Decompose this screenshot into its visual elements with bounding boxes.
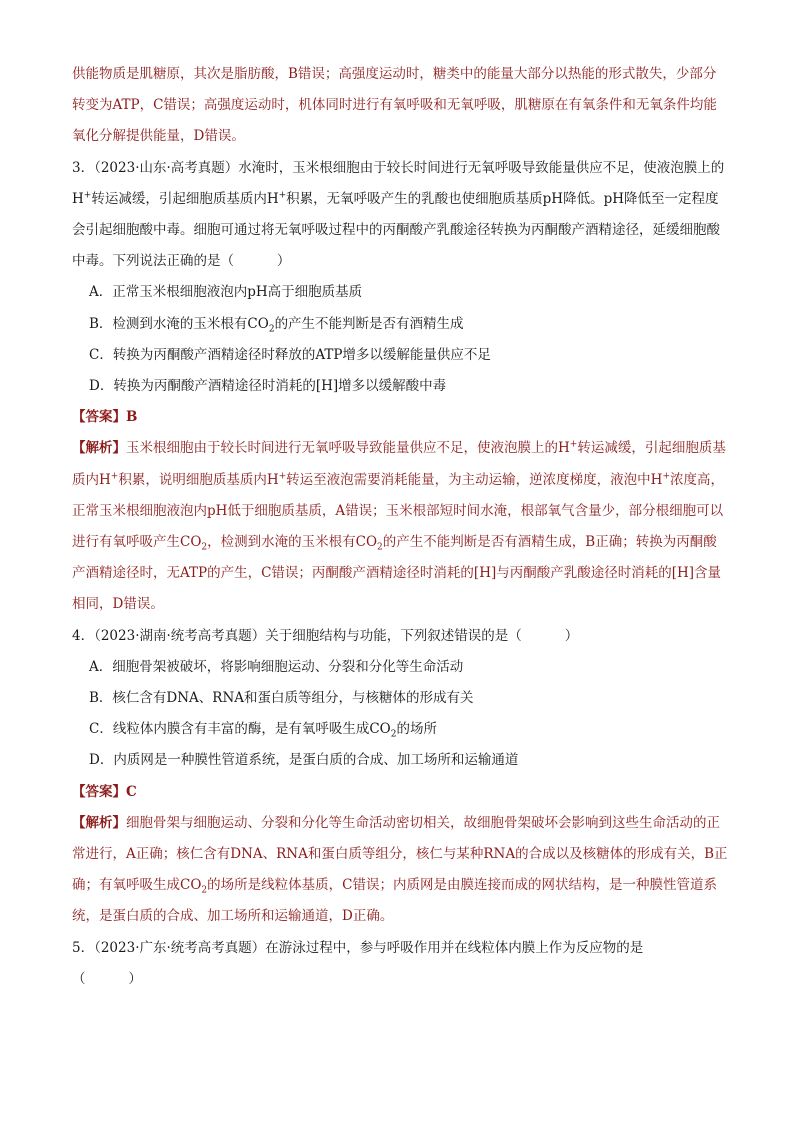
subscript: 2 [268, 324, 275, 335]
superscript: + [662, 471, 670, 482]
q3-option-b-part: B．检测到水淹的玉米根有CO [89, 315, 269, 332]
analysis-part: 浓度高，正常玉米根细胞液泡内pH低于细胞质基质，A错误；玉米根部短时间水淹，根部氧气含量少，部分根细胞可以进行有氧呼吸产生CO [72, 471, 724, 551]
analysis-part: 转运至液泡需要消耗能量，为主动运输，逆浓度梯度，液泡中H [286, 471, 663, 488]
analysis-part: ，检测到水淹的玉米根有CO [207, 534, 378, 551]
q4-answer [72, 777, 728, 808]
subscript: 2 [201, 542, 208, 553]
analysis-label: 【解析】 [72, 440, 126, 457]
answer-label: 【答案】 [72, 409, 126, 426]
page-content [72, 59, 728, 995]
bracket-close: ） [128, 970, 142, 987]
q3-stem-end: ） [276, 253, 291, 270]
q4-option-c-part: C．线粒体内膜含有丰富的酶，是有氧呼吸生成CO [89, 721, 391, 738]
superscript: + [83, 190, 92, 201]
analysis-part: 玉米根细胞由于较长时间进行无氧呼吸导致能量供应不足，使液泡膜上的H [126, 440, 570, 457]
q3-stem-part: 3．（2023·山东·高考真题）水淹时，玉米根细胞由于较长时间进行无氧呼吸导致能量供应不足，使液泡膜上的H [72, 159, 725, 207]
answer-label: 【答案】 [72, 783, 126, 800]
question-5-bracket [72, 964, 728, 995]
question-3-stem [72, 153, 728, 278]
q4-option-c-part: 的场所 [396, 721, 437, 738]
q3-option-a: A．正常玉米根细胞液泡内pH高于细胞质基质 [89, 284, 363, 301]
previous-analysis-continuation: 供能物质是肌糖原，其次是脂肪酸，B错误；高强度运动时，糖类中的能量大部分以热能的形式散失，少部分转变为ATP，C错误；高强度运动时，机体同时进行有氧呼吸和无氧呼吸，肌糖原在有氧条件和无氧条件均能氧化分解提供能量，D错误。 [72, 66, 717, 145]
q4-analysis [72, 808, 728, 933]
q4-option-c [72, 714, 728, 745]
analysis-part: 的产生不能判断是否有酒精生成，B正确；转换为丙酮酸产酒精途径时，无ATP的产生，C错误；丙酮酸产酒精途径时消耗的[H]与丙酮酸产乳酸途径时消耗的[H]含量相同，D错误。 [72, 534, 722, 613]
q3-analysis [72, 433, 728, 620]
q3-stem-part: 积累，无氧呼吸产生的乳酸也使细胞质基质pH降低。pH降低至一定程度会引起细胞酸中毒。细胞可通过将无氧呼吸过程中的丙酮酸产乳酸途径转换为丙酮酸产酒精途径，延缓细胞酸中毒。下列说法正确的是（ [72, 190, 720, 270]
superscript: + [569, 439, 578, 450]
superscript: + [278, 471, 287, 482]
superscript: + [110, 471, 119, 482]
analysis-label: 【解析】 [72, 814, 126, 831]
question-4-stem [72, 621, 728, 652]
analysis-part: 积累，说明细胞质基质内H [118, 471, 279, 488]
answer-value: C [126, 783, 137, 800]
analysis-part: 细胞骨架与细胞运动、分裂和分化等生命活动密切相关，故细胞骨架破坏会影响到这些生命活动的正常进行，A正确；核仁含有DNA、RNA和蛋白质等组分，核仁与某种RNA的合成以及核糖体的形成有关，B正确；有氧呼吸生成CO [72, 814, 728, 894]
q4-option-b: B．核仁含有DNA、RNA和蛋白质等组分，与核糖体的形成有关 [89, 690, 474, 707]
subscript: 2 [201, 885, 208, 896]
q4-option-d: D．内质网是一种膜性管道系统，是蛋白质的合成、加工场所和运输通道 [89, 752, 519, 769]
analysis-part: 的场所是线粒体基质，C错误；内质网是由膜连接而成的网状结构，是一种膜性管道系统，是蛋白质的合成、加工场所和运输通道，D正确。 [72, 877, 717, 925]
subscript: 2 [377, 542, 383, 553]
superscript: + [278, 190, 287, 201]
q3-option-d: D．转换为丙酮酸产酒精途径时消耗的[H]增多以缓解酸中毒 [89, 378, 447, 395]
q3-answer [72, 402, 728, 433]
q3-stem-part: 转运减缓，引起细胞质基质内H [91, 190, 279, 207]
answer-value: B [126, 409, 138, 426]
q3-option-b [72, 309, 728, 340]
subscript: 2 [390, 729, 397, 740]
analysis-part: 转运减缓，引起细胞质基质内H [72, 440, 726, 488]
bracket-open: （ [72, 970, 86, 987]
q3-option-c: C．转换为丙酮酸产酒精途径时释放的ATP增多以缓解能量供应不足 [89, 346, 491, 363]
q4-option-a: A．细胞骨架被破坏，将影响细胞运动、分裂和分化等生命活动 [89, 658, 464, 675]
question-5-stem: 5．（2023·广东·统考高考真题）在游泳过程中，参与呼吸作用并在线粒体内膜上作为反应物的是 [72, 939, 644, 956]
q4-stem-end: ） [564, 627, 579, 644]
q3-option-b-part: 的产生不能判断是否有酒精生成 [274, 315, 464, 332]
q4-stem-part: 4．（2023·湖南·统考高考真题）关于细胞结构与功能，下列叙述错误的是（ [72, 627, 522, 644]
